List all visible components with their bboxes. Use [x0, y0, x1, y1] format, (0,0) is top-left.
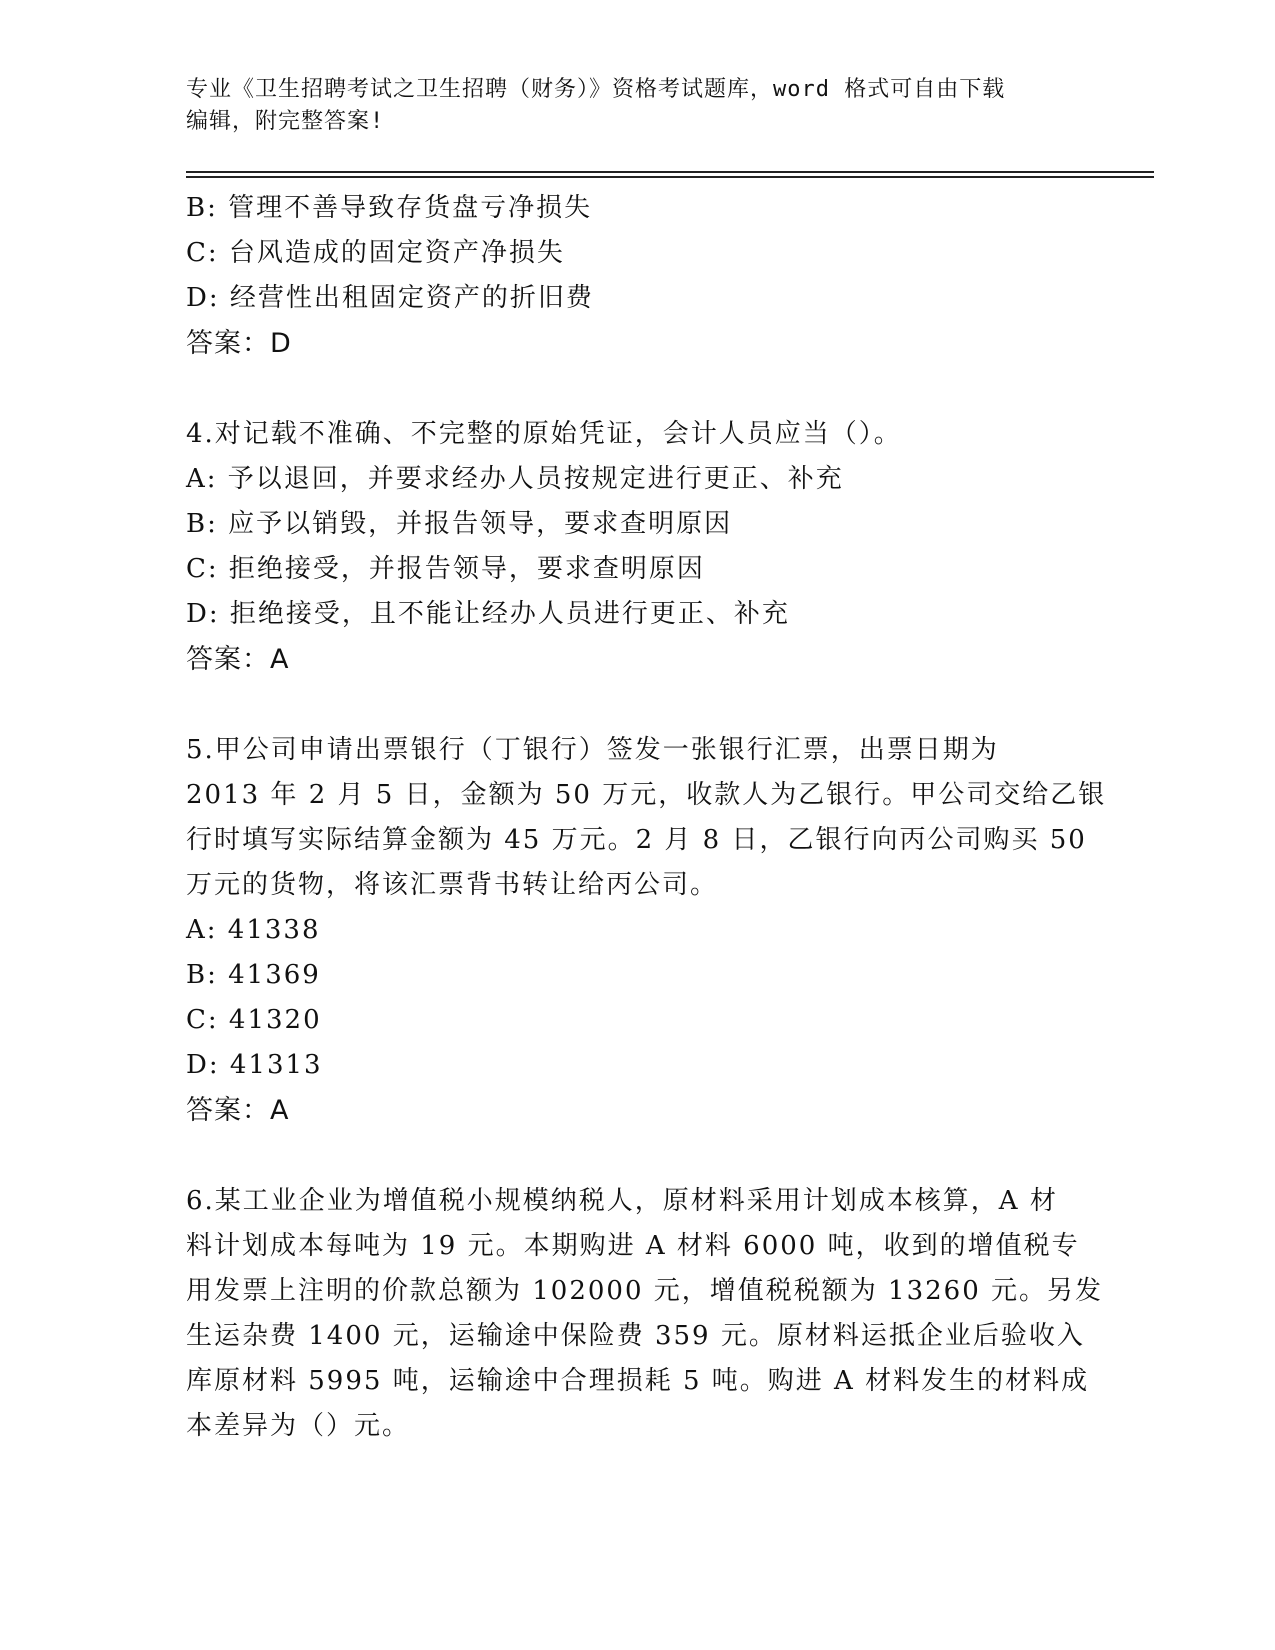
option-a: A: 41338: [186, 915, 321, 945]
option-c: C: 41320: [186, 1005, 322, 1035]
question-text-line: 用发票上注明的价款总额为 102000 元，增值税税额为 13260 元。另发: [186, 1276, 1104, 1306]
question-text-line: 行时填写实际结算金额为 45 万元。2 月 8 日，乙银行向丙公司购买 50: [186, 825, 1087, 855]
option-d: D: 41313: [186, 1050, 323, 1080]
option-a: A: 予以退回，并要求经办人员按规定进行更正、补充: [186, 464, 844, 494]
header-line-1: 专业《卫生招聘考试之卫生招聘（财务）》资格考试题库，word 格式可自由下载: [186, 77, 1006, 102]
header-line-2: 编辑，附完整答案!: [186, 109, 385, 134]
option-b: B: 管理不善导致存货盘亏净损失: [186, 193, 593, 223]
header-rule-top: [186, 171, 1154, 173]
answer: 答案：A: [186, 644, 290, 675]
question-text-line: 料计划成本每吨为 19 元。本期购进 A 材料 6000 吨，收到的增值税专: [186, 1231, 1080, 1261]
question-text-line: 库原材料 5995 吨，运输途中合理损耗 5 吨。购进 A 材料发生的材料成: [186, 1366, 1090, 1396]
document-header: [186, 74, 1086, 138]
option-d: D: 经营性出租固定资产的折旧费: [186, 283, 594, 313]
question-6: [186, 1179, 1104, 1449]
question-text-line: 2013 年 2 月 5 日，金额为 50 万元，收款人为乙银行。甲公司交给乙银: [186, 780, 1107, 810]
question-5: [186, 728, 1107, 1133]
answer: 答案：D: [186, 328, 292, 359]
option-b: B: 应予以销毁，并报告领导，要求查明原因: [186, 509, 733, 539]
question-text-line: 生运杂费 1400 元，运输途中保险费 359 元。原材料运抵企业后验收入: [186, 1321, 1085, 1351]
option-c: C: 台风造成的固定资产净损失: [186, 238, 565, 268]
question-3-tail: [186, 186, 1086, 366]
option-b: B: 41369: [186, 960, 321, 990]
option-c: C: 拒绝接受，并报告领导，要求查明原因: [186, 554, 705, 584]
question-text-line: 本差异为（）元。: [186, 1411, 411, 1441]
header-rule-bottom: [186, 176, 1154, 178]
question-text: 4.对记载不准确、不完整的原始凭证，会计人员应当（）。: [186, 419, 902, 449]
question-text-line: 6.某工业企业为增值税小规模纳税人，原材料采用计划成本核算，A 材: [186, 1186, 1058, 1216]
option-d: D: 拒绝接受，且不能让经办人员进行更正、补充: [186, 599, 790, 629]
question-4: [186, 412, 1086, 682]
question-list: [186, 186, 1107, 1449]
question-text-line: 5.甲公司申请出票银行（丁银行）签发一张银行汇票，出票日期为: [186, 735, 999, 765]
answer: 答案：A: [186, 1095, 290, 1126]
question-text-line: 万元的货物，将该汇票背书转让给丙公司。: [186, 870, 719, 900]
